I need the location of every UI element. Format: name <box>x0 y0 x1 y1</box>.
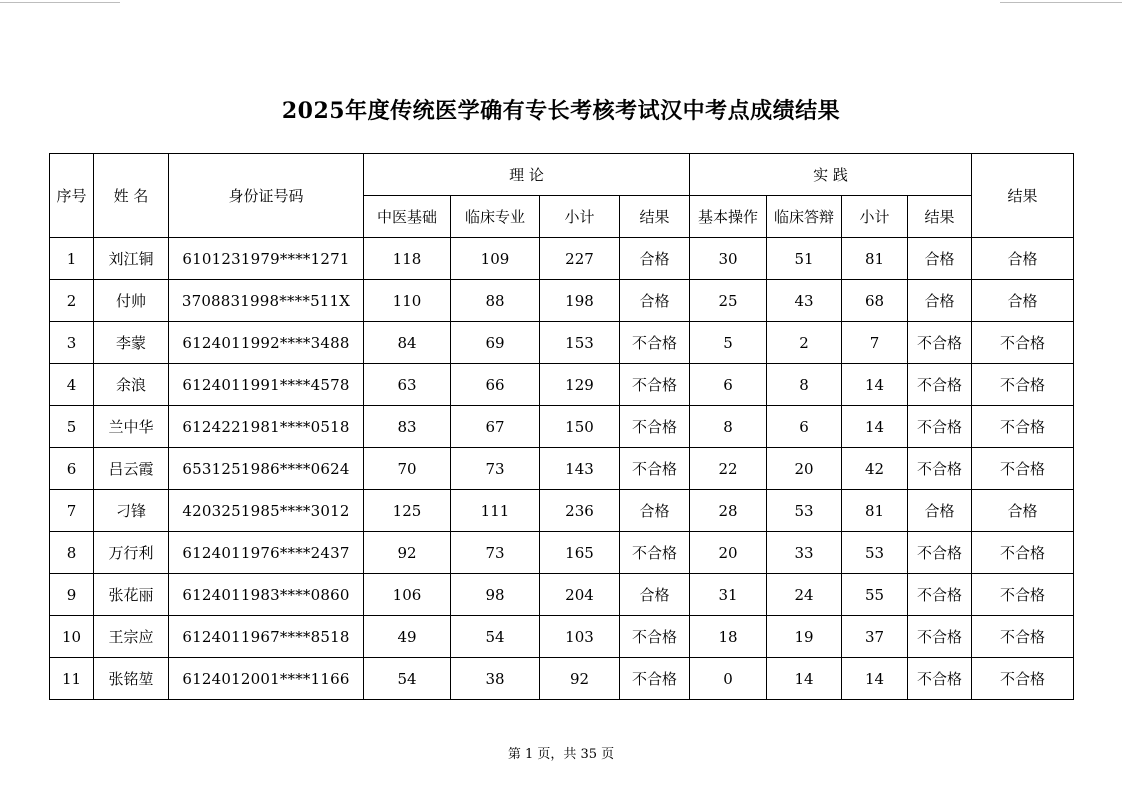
table-row <box>50 322 1074 364</box>
corner-mark-right <box>1000 2 1122 3</box>
cell-practice-subtotal: 14 <box>842 364 908 406</box>
page-title: 2025年度传统医学确有专长考核考试汉中考点成绩结果 <box>281 98 841 124</box>
cell-theory-result: 不合格 <box>620 616 690 658</box>
corner-mark-left <box>0 2 120 3</box>
cell-theory-clinical: 109 <box>451 238 540 280</box>
cell-theory-clinical: 69 <box>451 322 540 364</box>
cell-name: 万行利 <box>94 532 169 574</box>
cell-practice-subtotal: 68 <box>842 280 908 322</box>
cell-practice-result: 合格 <box>908 280 972 322</box>
cell-seq: 3 <box>50 322 94 364</box>
header-practice: 实 践 <box>690 154 972 196</box>
table-row <box>50 448 1074 490</box>
cell-practice-operation: 28 <box>690 490 767 532</box>
cell-theory-subtotal: 150 <box>540 406 620 448</box>
cell-seq: 8 <box>50 532 94 574</box>
cell-id: 6124011983****0860 <box>169 574 364 616</box>
header-final-result: 结果 <box>972 154 1074 238</box>
cell-practice-defense: 20 <box>767 448 842 490</box>
header-name: 姓 名 <box>94 154 169 238</box>
cell-practice-operation: 25 <box>690 280 767 322</box>
cell-practice-operation: 6 <box>690 364 767 406</box>
cell-theory-subtotal: 165 <box>540 532 620 574</box>
table-row <box>50 238 1074 280</box>
header-id: 身份证号码 <box>169 154 364 238</box>
cell-theory-subtotal: 153 <box>540 322 620 364</box>
cell-practice-defense: 33 <box>767 532 842 574</box>
cell-practice-result: 合格 <box>908 238 972 280</box>
cell-theory-basic: 70 <box>364 448 451 490</box>
cell-practice-subtotal: 14 <box>842 406 908 448</box>
cell-practice-result: 不合格 <box>908 616 972 658</box>
cell-theory-result: 不合格 <box>620 658 690 700</box>
cell-practice-result: 不合格 <box>908 322 972 364</box>
cell-practice-operation: 31 <box>690 574 767 616</box>
cell-theory-clinical: 73 <box>451 532 540 574</box>
table-row <box>50 280 1074 322</box>
table-row <box>50 364 1074 406</box>
cell-theory-basic: 54 <box>364 658 451 700</box>
cell-practice-operation: 22 <box>690 448 767 490</box>
cell-name: 刘江铜 <box>94 238 169 280</box>
cell-final-result: 合格 <box>972 238 1074 280</box>
cell-practice-result: 不合格 <box>908 406 972 448</box>
table-row <box>50 490 1074 532</box>
cell-id: 6531251986****0624 <box>169 448 364 490</box>
cell-practice-defense: 6 <box>767 406 842 448</box>
cell-practice-subtotal: 81 <box>842 238 908 280</box>
cell-theory-result: 不合格 <box>620 406 690 448</box>
cell-practice-defense: 43 <box>767 280 842 322</box>
table-row <box>50 406 1074 448</box>
cell-practice-result: 不合格 <box>908 574 972 616</box>
cell-id: 6124221981****0518 <box>169 406 364 448</box>
header-practice-subtotal: 小计 <box>842 196 908 238</box>
cell-seq: 7 <box>50 490 94 532</box>
cell-theory-subtotal: 92 <box>540 658 620 700</box>
cell-final-result: 不合格 <box>972 322 1074 364</box>
cell-theory-subtotal: 103 <box>540 616 620 658</box>
cell-theory-basic: 63 <box>364 364 451 406</box>
cell-seq: 10 <box>50 616 94 658</box>
cell-practice-operation: 5 <box>690 322 767 364</box>
cell-theory-subtotal: 227 <box>540 238 620 280</box>
cell-id: 6124011991****4578 <box>169 364 364 406</box>
cell-theory-result: 合格 <box>620 574 690 616</box>
cell-theory-subtotal: 204 <box>540 574 620 616</box>
cell-theory-basic: 84 <box>364 322 451 364</box>
cell-name: 兰中华 <box>94 406 169 448</box>
cell-name: 张花丽 <box>94 574 169 616</box>
cell-id: 6124011967****8518 <box>169 616 364 658</box>
cell-theory-subtotal: 129 <box>540 364 620 406</box>
cell-seq: 6 <box>50 448 94 490</box>
cell-seq: 11 <box>50 658 94 700</box>
cell-theory-basic: 83 <box>364 406 451 448</box>
cell-practice-result: 不合格 <box>908 364 972 406</box>
cell-practice-result: 不合格 <box>908 532 972 574</box>
cell-final-result: 合格 <box>972 280 1074 322</box>
cell-name: 张铭堃 <box>94 658 169 700</box>
cell-practice-defense: 14 <box>767 658 842 700</box>
cell-theory-clinical: 67 <box>451 406 540 448</box>
cell-theory-result: 合格 <box>620 238 690 280</box>
cell-theory-subtotal: 143 <box>540 448 620 490</box>
cell-id: 6124012001****1166 <box>169 658 364 700</box>
cell-practice-subtotal: 14 <box>842 658 908 700</box>
cell-practice-defense: 8 <box>767 364 842 406</box>
table-row <box>50 574 1074 616</box>
cell-name: 吕云霞 <box>94 448 169 490</box>
cell-theory-basic: 49 <box>364 616 451 658</box>
cell-theory-basic: 110 <box>364 280 451 322</box>
cell-practice-operation: 0 <box>690 658 767 700</box>
cell-final-result: 不合格 <box>972 574 1074 616</box>
cell-id: 6101231979****1271 <box>169 238 364 280</box>
table-row <box>50 532 1074 574</box>
cell-theory-result: 不合格 <box>620 532 690 574</box>
cell-practice-subtotal: 37 <box>842 616 908 658</box>
cell-name: 余浪 <box>94 364 169 406</box>
cell-practice-result: 不合格 <box>908 448 972 490</box>
cell-practice-subtotal: 55 <box>842 574 908 616</box>
cell-theory-clinical: 98 <box>451 574 540 616</box>
header-theory: 理 论 <box>364 154 690 196</box>
cell-id: 4203251985****3012 <box>169 490 364 532</box>
cell-theory-clinical: 38 <box>451 658 540 700</box>
cell-practice-defense: 51 <box>767 238 842 280</box>
score-table <box>49 153 1074 700</box>
header-theory-clinical: 临床专业 <box>451 196 540 238</box>
cell-theory-clinical: 54 <box>451 616 540 658</box>
cell-name: 王宗应 <box>94 616 169 658</box>
cell-seq: 2 <box>50 280 94 322</box>
cell-theory-basic: 92 <box>364 532 451 574</box>
header-practice-defense: 临床答辩 <box>767 196 842 238</box>
cell-theory-subtotal: 198 <box>540 280 620 322</box>
cell-practice-subtotal: 42 <box>842 448 908 490</box>
cell-seq: 9 <box>50 574 94 616</box>
cell-seq: 1 <box>50 238 94 280</box>
cell-theory-result: 合格 <box>620 490 690 532</box>
cell-theory-result: 不合格 <box>620 322 690 364</box>
cell-practice-operation: 8 <box>690 406 767 448</box>
cell-practice-result: 不合格 <box>908 658 972 700</box>
page-number: 第 1 页，共 35 页 <box>507 747 615 762</box>
cell-theory-clinical: 66 <box>451 364 540 406</box>
cell-name: 李蒙 <box>94 322 169 364</box>
cell-final-result: 不合格 <box>972 616 1074 658</box>
cell-theory-clinical: 88 <box>451 280 540 322</box>
cell-id: 6124011992****3488 <box>169 322 364 364</box>
cell-theory-result: 合格 <box>620 280 690 322</box>
cell-final-result: 不合格 <box>972 658 1074 700</box>
cell-theory-result: 不合格 <box>620 448 690 490</box>
cell-practice-defense: 2 <box>767 322 842 364</box>
cell-id: 3708831998****511X <box>169 280 364 322</box>
cell-practice-operation: 18 <box>690 616 767 658</box>
cell-final-result: 不合格 <box>972 364 1074 406</box>
cell-practice-operation: 30 <box>690 238 767 280</box>
cell-final-result: 不合格 <box>972 448 1074 490</box>
cell-theory-clinical: 73 <box>451 448 540 490</box>
header-practice-operation: 基本操作 <box>690 196 767 238</box>
table-row <box>50 616 1074 658</box>
cell-practice-result: 合格 <box>908 490 972 532</box>
cell-final-result: 合格 <box>972 490 1074 532</box>
header-theory-basic: 中医基础 <box>364 196 451 238</box>
cell-theory-subtotal: 236 <box>540 490 620 532</box>
cell-practice-subtotal: 81 <box>842 490 908 532</box>
cell-name: 付帅 <box>94 280 169 322</box>
header-seq: 序号 <box>50 154 94 238</box>
cell-practice-operation: 20 <box>690 532 767 574</box>
table-row <box>50 658 1074 700</box>
cell-practice-subtotal: 7 <box>842 322 908 364</box>
cell-final-result: 不合格 <box>972 532 1074 574</box>
header-practice-result: 结果 <box>908 196 972 238</box>
cell-practice-defense: 24 <box>767 574 842 616</box>
header-theory-result: 结果 <box>620 196 690 238</box>
cell-practice-defense: 19 <box>767 616 842 658</box>
cell-theory-basic: 125 <box>364 490 451 532</box>
cell-theory-clinical: 111 <box>451 490 540 532</box>
cell-seq: 4 <box>50 364 94 406</box>
cell-theory-result: 不合格 <box>620 364 690 406</box>
cell-practice-defense: 53 <box>767 490 842 532</box>
cell-theory-basic: 106 <box>364 574 451 616</box>
cell-id: 6124011976****2437 <box>169 532 364 574</box>
cell-seq: 5 <box>50 406 94 448</box>
cell-theory-basic: 118 <box>364 238 451 280</box>
cell-final-result: 不合格 <box>972 406 1074 448</box>
header-theory-subtotal: 小计 <box>540 196 620 238</box>
cell-name: 刁锋 <box>94 490 169 532</box>
cell-practice-subtotal: 53 <box>842 532 908 574</box>
